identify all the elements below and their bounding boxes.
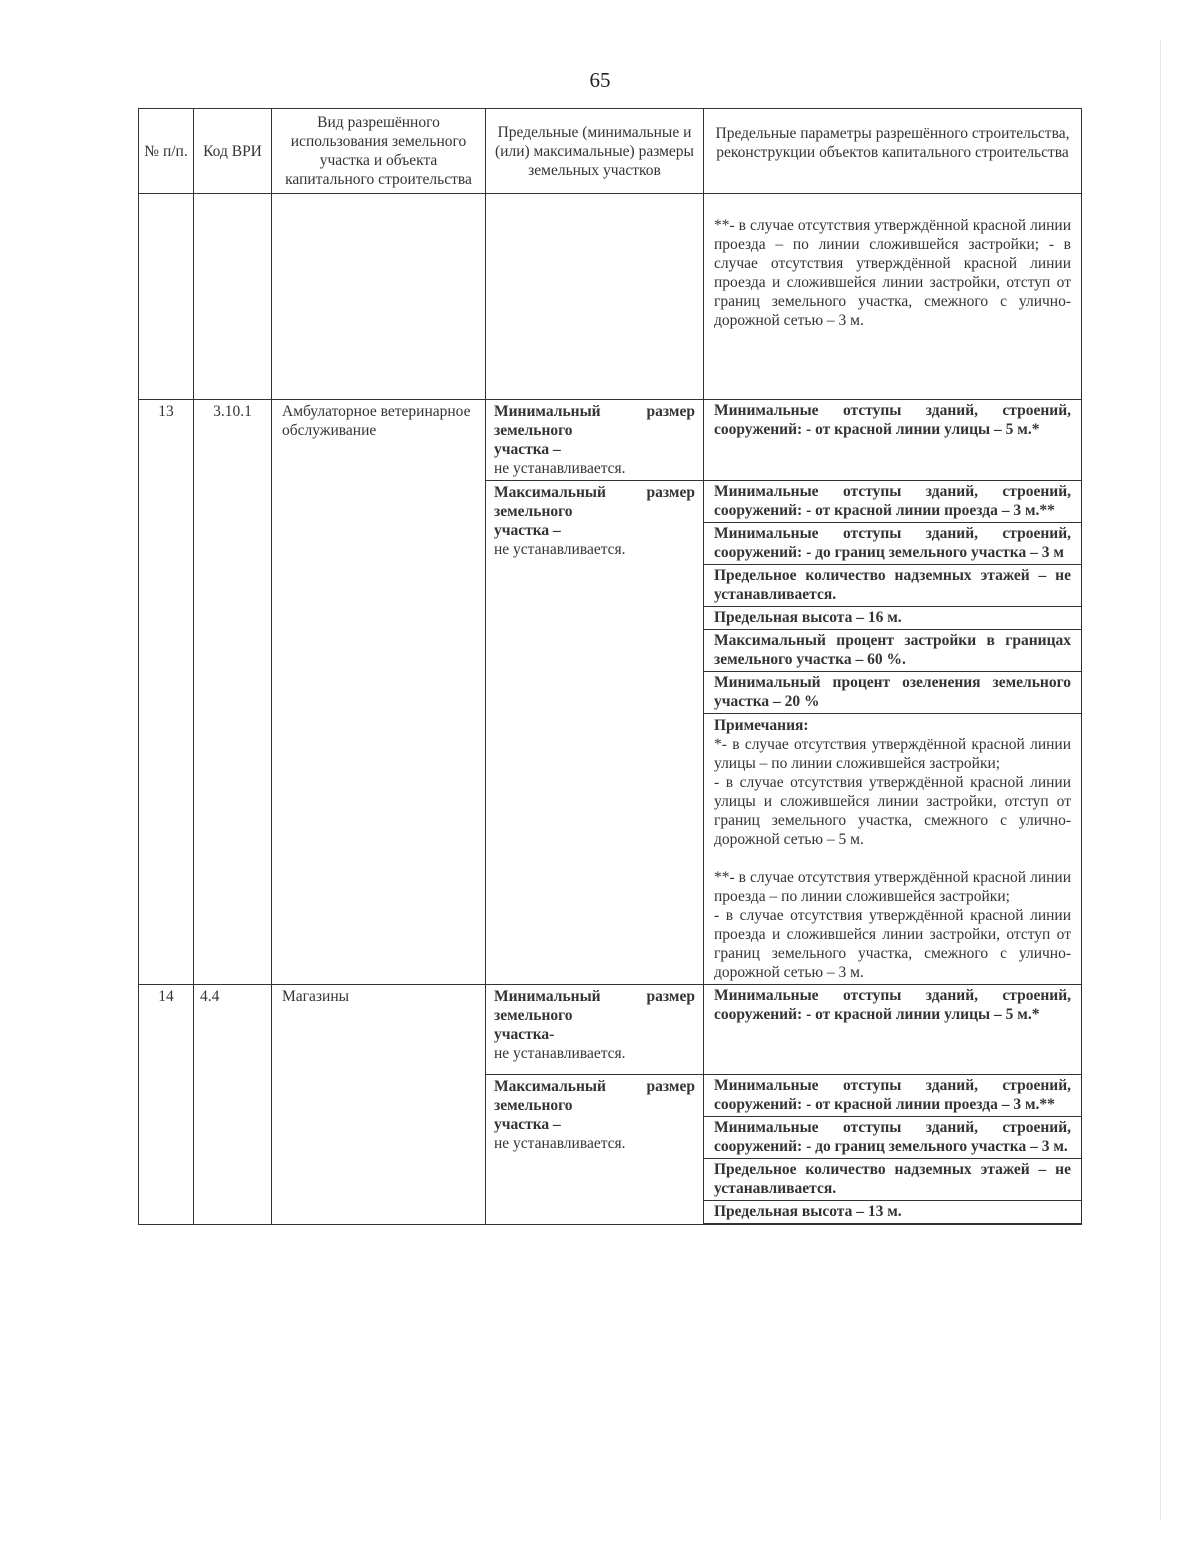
min-size-value: не устанавливается. <box>494 1045 626 1062</box>
cell-param <box>704 607 1082 630</box>
header-params: Предельные параметры разрешённого строительства, реконструкции объектов капитального строительства <box>704 109 1082 194</box>
table-row-continuation <box>139 194 1082 400</box>
cell-vri: Магазины <box>272 985 486 1225</box>
cell-continuation-note <box>704 194 1082 400</box>
max-size-value: не устанавливается. <box>494 1135 626 1152</box>
cell-param <box>704 1159 1082 1201</box>
header-sizes: Предельные (минимальные и (или) максимальные) размеры земельных участков <box>486 109 704 194</box>
note-paragraph: - в случае отсутствия утверждённой красной линии проезда и сложившейся линии застройки, отступ от границ земельного участка, смежного с улично-дорожной сетью – 3 м. <box>714 907 1071 981</box>
cell-param <box>704 630 1082 672</box>
cell-num: 13 <box>139 400 194 985</box>
max-size-value: не устанавливается. <box>494 541 626 558</box>
cell-max-size <box>486 1075 704 1225</box>
min-size-label: Минимальный размер земельного <box>494 403 695 439</box>
cell-code: 4.4 <box>194 985 272 1225</box>
cell-param-empty <box>704 1224 1082 1225</box>
min-size-value: не устанавливается. <box>494 460 626 477</box>
param-block: Минимальные отступы зданий, строений, сооружений: - до границ земельного участка – 3 м <box>714 525 1071 561</box>
cell-empty <box>194 194 272 400</box>
param-block: Предельная высота – 16 м. <box>714 609 902 626</box>
param-block: Предельное количество надземных этажей – не устанавливается. <box>714 567 1071 603</box>
cell-min-size <box>486 985 704 1075</box>
cell-param <box>704 1075 1082 1117</box>
cell-empty <box>139 194 194 400</box>
regulations-table <box>138 108 1082 1225</box>
param-block: Минимальные отступы зданий, строений, сооружений: - от красной линии проезда – 3 м.** <box>714 483 1071 519</box>
header-code: Код ВРИ <box>194 109 272 194</box>
cell-empty <box>272 194 486 400</box>
min-size-label: Минимальный размер земельного <box>494 988 695 1024</box>
header-num: № п/п. <box>139 109 194 194</box>
cell-param <box>704 481 1082 523</box>
cell-param <box>704 672 1082 714</box>
max-size-label: Максимальный размер земельного <box>494 1078 695 1114</box>
param-block: Предельная высота – 13 м. <box>714 1203 902 1220</box>
param-block: Минимальные отступы зданий, строений, сооружений: - от красной линии проезда – 3 м.** <box>714 1077 1071 1113</box>
notes-title: Примечания: <box>714 717 809 734</box>
max-size-label: Максимальный размер земельного <box>494 484 695 520</box>
cell-param <box>704 565 1082 607</box>
note-paragraph: *- в случае отсутствия утверждённой красной линии улицы – по линии сложившейся застройки; <box>714 736 1071 772</box>
param-block: Максимальный процент застройки в границах земельного участка – 60 %. <box>714 632 1071 668</box>
max-size-label-2: участка – <box>494 522 561 539</box>
cell-param <box>704 985 1082 1075</box>
param-block: Минимальные отступы зданий, строений, сооружений: - от красной линии улицы – 5 м.* <box>714 987 1071 1023</box>
note-paragraph: - в случае отсутствия утверждённой красной линии проезда и сложившейся линии застройки, отступ от границ земельного участка, смежного с улично-дорожной сетью – 3 м. <box>714 236 1071 329</box>
note-paragraph: **- в случае отсутствия утверждённой красной линии проезда – по линии сложившейся застройки; <box>714 869 1071 905</box>
note-paragraph: - в случае отсутствия утверждённой красной линии улицы и сложившейся линии застройки, отступ от границ земельного участка, смежного с улично-дорожной сетью – 5 м. <box>714 774 1071 848</box>
cell-notes <box>704 714 1082 985</box>
table-row <box>139 985 1082 1075</box>
table-header-row <box>139 109 1082 194</box>
cell-min-size <box>486 400 704 481</box>
scan-edge-line <box>1160 40 1161 1520</box>
note-paragraph: **- в случае отсутствия утверждённой красной линии проезда – по линии сложившейся застройки; <box>714 217 1071 253</box>
cell-empty <box>486 194 704 400</box>
cell-param <box>704 1201 1082 1224</box>
cell-max-size <box>486 481 704 985</box>
param-block: Минимальные отступы зданий, строений, сооружений: - до границ земельного участка – 3 м. <box>714 1119 1071 1155</box>
min-size-label-2: участка – <box>494 441 561 458</box>
cell-param <box>704 523 1082 565</box>
cell-code: 3.10.1 <box>194 400 272 985</box>
page-number: 65 <box>589 68 611 92</box>
table-row <box>139 400 1082 481</box>
cell-num: 14 <box>139 985 194 1225</box>
cell-param <box>704 1117 1082 1159</box>
cell-param <box>704 400 1082 481</box>
max-size-label-2: участка – <box>494 1116 561 1133</box>
cell-vri: Амбулаторное ветеринарное обслуживание <box>272 400 486 985</box>
header-vri: Вид разрешённого использования земельного участка и объекта капитального строительства <box>272 109 486 194</box>
min-size-label-2: участка- <box>494 1026 555 1043</box>
param-block: Предельное количество надземных этажей – не устанавливается. <box>714 1161 1071 1197</box>
param-block: Минимальный процент озеленения земельного участка – 20 % <box>714 674 1071 710</box>
param-block: Минимальные отступы зданий, строений, сооружений: - от красной линии улицы – 5 м.* <box>714 402 1071 438</box>
